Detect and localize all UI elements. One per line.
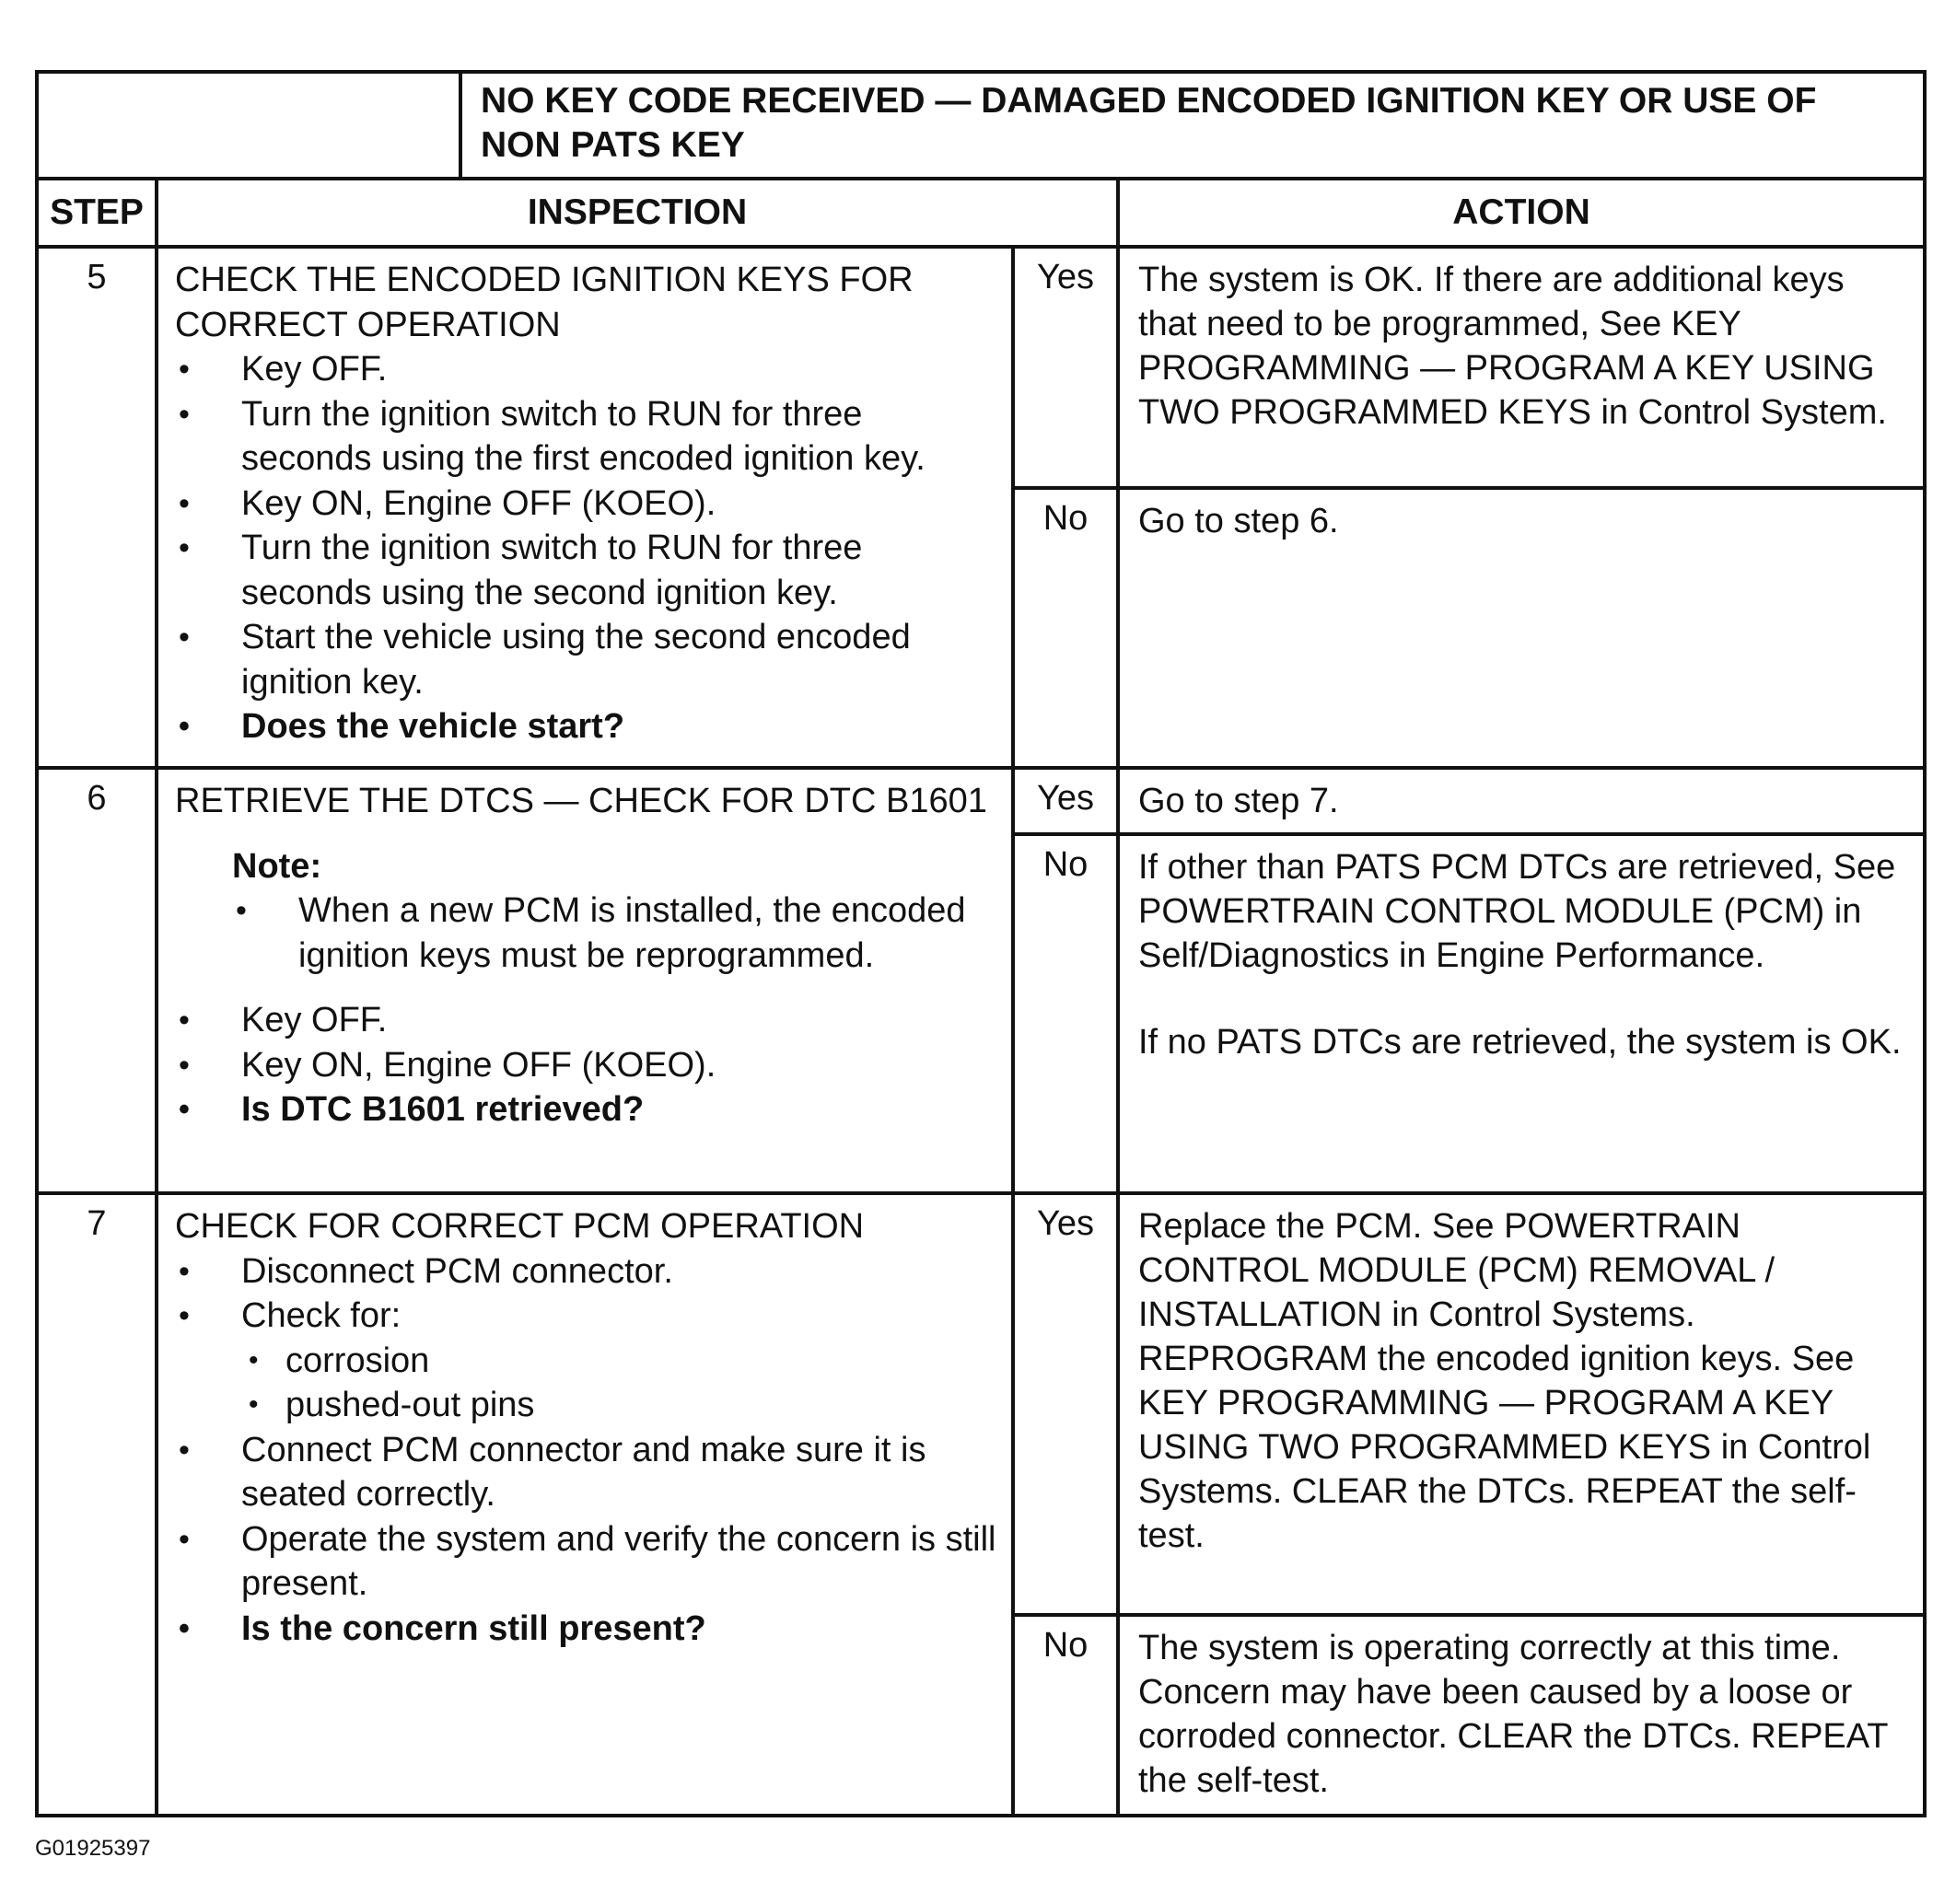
inspection-question: • Does the vehicle start? [175,704,998,749]
no-label: No [1015,1617,1120,1814]
answers-cell [1015,1195,1923,1814]
answers-cell [1015,249,1923,766]
table-title: NO KEY CODE RECEIVED — DAMAGED ENCODED IGNITION KEY OR USE OF NON PATS KEY [481,81,1817,165]
step-number: 7 [39,1195,158,1814]
inspection-cell [158,1195,1015,1814]
column-header-row [39,180,1923,249]
col-header-step: STEP [39,180,158,245]
yes-label: Yes [1015,770,1120,832]
diagnostic-table [35,70,1927,1817]
no-action [1120,836,1923,1191]
inspection-bullet: • Key ON, Engine OFF (KOEO). [175,1043,998,1088]
inspection-bullet: • Connect PCM connector and make sure it is seated correctly. [175,1428,998,1517]
inspection-bullet: • Disconnect PCM connector. [175,1249,998,1294]
title-blank-cell [39,74,462,177]
inspection-bullet: • Turn the ignition switch to RUN for three seconds using the second ignition key. [175,526,998,615]
inspection-question: • Is the concern still present? [175,1607,998,1652]
no-answer [1015,1617,1923,1814]
sub-bullet-list [241,1339,998,1428]
no-label: No [1015,490,1120,766]
inspection-bullet: • Key OFF. [175,347,998,392]
inspection-bullet: • Operate the system and verify the concern is still present. [175,1517,998,1607]
inspection-bullet: • Key ON, Engine OFF (KOEO). [175,482,998,527]
note-block [175,844,998,979]
inspection-cell [158,249,1015,766]
step-number: 6 [39,770,158,1191]
inspection-heading: CHECK THE ENCODED IGNITION KEYS FOR CORRECT OPERATION [175,261,914,344]
note-bullet: • When a new PCM is installed, the encoded ignition keys must be reprogrammed. [232,888,998,978]
yes-action: The system is OK. If there are additional keys that need to be programmed, See KEY PROGRAMMING — PROGRAM A KEY USING TWO PROGRAMMED KEYS in Control System. [1138,261,1887,432]
step-5-row [39,249,1923,770]
no-action: The system is operating correctly at this time. Concern may have been caused by a loose or corroded connector. CLEAR the DTCs. REPEAT the self-test. [1138,1629,1888,1800]
no-action-paragraph: If no PATS DTCs are retrieved, the system is OK. [1138,1023,1902,1062]
table-title-row [39,74,1923,180]
inspection-bullet: • Turn the ignition switch to RUN for three seconds using the first encoded ignition key. [175,392,998,482]
no-label: No [1015,836,1120,1191]
col-header-action: ACTION [1452,192,1590,232]
inspection-bullet [175,1294,998,1428]
inspection-heading: RETRIEVE THE DTCS — CHECK FOR DTC B1601 [175,782,987,820]
inspection-cell [158,770,1015,1191]
step-6-row [39,770,1923,1195]
yes-label: Yes [1015,249,1120,486]
yes-answer [1015,1195,1923,1617]
yes-answer [1015,770,1923,836]
spacer [1138,978,1910,1020]
no-action-paragraph: If other than PATS PCM DTCs are retrieved, See POWERTRAIN CONTROL MODULE (PCM) in Self/Diagnostics in Engine Performance. [1138,848,1896,975]
inspection-bullet: • Key OFF. [175,998,998,1043]
no-action: Go to step 6. [1138,502,1339,540]
yes-answer [1015,249,1923,490]
yes-label: Yes [1015,1195,1120,1613]
inspection-heading: CHECK FOR CORRECT PCM OPERATION [175,1207,865,1246]
col-header-inspection: INSPECTION [158,180,1120,245]
no-answer [1015,490,1923,766]
answers-cell [1015,770,1923,1191]
inspection-bullet-text: Check for: [241,1296,402,1335]
sub-bullet: • corrosion [241,1339,998,1384]
step-number: 5 [39,249,158,766]
inspection-bullet: • Start the vehicle using the second encoded ignition key. [175,615,998,704]
yes-action: Replace the PCM. See POWERTRAIN CONTROL MODULE (PCM) REMOVAL / INSTALLATION in Control Systems. REPROGRAM the encoded ignition keys. See KEY PROGRAMMING — PROGRAM A KEY USING TWO PROGRAMMED KEYS in Control Systems. CLEAR the DTCs. REPEAT the self-test. [1138,1207,1871,1555]
step-7-row [39,1195,1923,1814]
inspection-question: • Is DTC B1601 retrieved? [175,1087,998,1132]
sub-bullet: • pushed-out pins [241,1383,998,1428]
figure-id: G01925397 [35,1836,151,1861]
no-answer [1015,836,1923,1191]
note-title: Note: [232,846,322,886]
yes-action: Go to step 7. [1138,782,1339,820]
